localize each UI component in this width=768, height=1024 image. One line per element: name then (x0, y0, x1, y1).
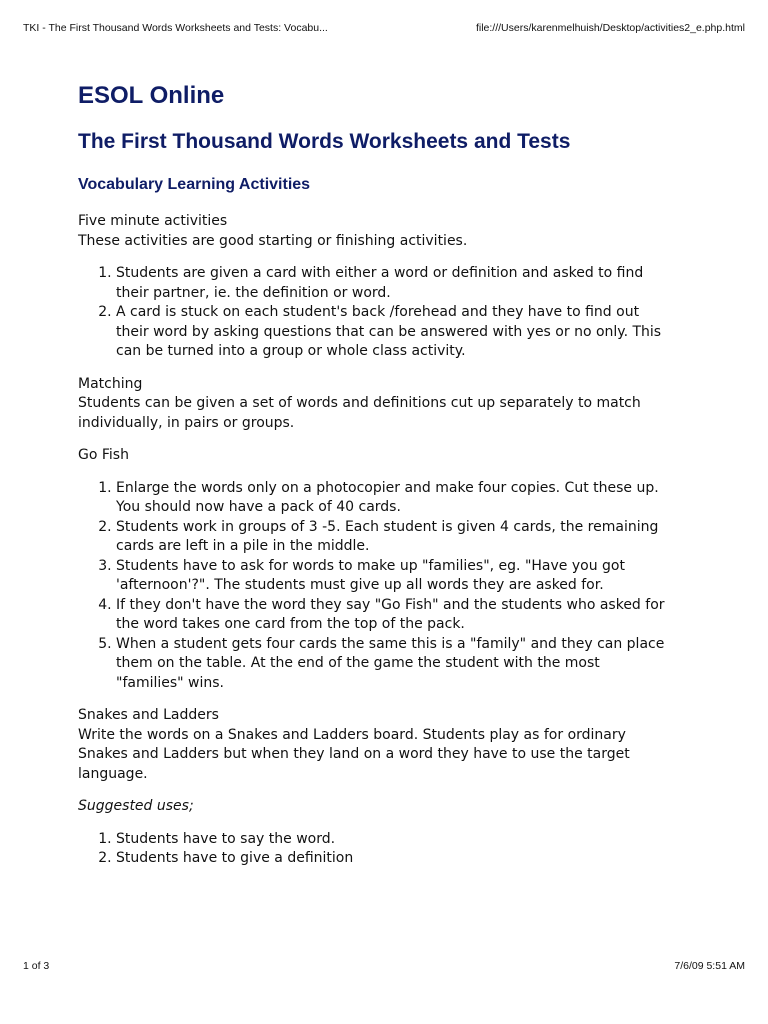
list-item: 2. Students work in groups of 3 -5. Each student is given 4 cards, the remaining cards are left in a pile in the middle. (116, 518, 668, 557)
print-header-title: TKI - The First Thousand Words Worksheets and Tests: Vocabu... (23, 22, 328, 34)
section-heading: Snakes and Ladders (78, 707, 219, 723)
section-matching (78, 375, 668, 434)
print-header-url: file:///Users/karenmelhuish/Desktop/activities2_e.php.html (475, 22, 745, 34)
activity-list (78, 264, 668, 362)
page-title: The First Thousand Words Worksheets and Tests (78, 130, 571, 153)
list-item: 1. Students are given a card with either a word or definition and asked to find their partner, ie. the definition or word. (116, 264, 668, 303)
list-item: 1. Students have to say the word. (116, 830, 668, 850)
list-item: 2. A card is stuck on each student's back /forehead and they have to find out their word by asking questions that can be answered with yes or no only. This can be turned into a group or whole class activity. (116, 303, 668, 362)
subtitle: Vocabulary Learning Activities (78, 176, 311, 193)
section-heading: Go Fish (78, 447, 129, 463)
section-intro: Write the words on a Snakes and Ladders board. Students play as for ordinary Snakes and Ladders but when they land on a word they have to use the target language. (78, 726, 630, 782)
section-snakes-and-ladders (78, 706, 668, 869)
list-item: 5. When a student gets four cards the same this is a "family" and they can place them on the table. At the end of the game the student with the most "families" wins. (116, 635, 668, 694)
section-intro: Students can be given a set of words and definitions cut up separately to match individually, in pairs or groups. (78, 395, 641, 431)
section-heading: Matching (78, 375, 143, 392)
list-item: 1. Enlarge the words only on a photocopier and make four copies. Cut these up. You should now have a pack of 40 cards. (116, 479, 668, 518)
section-five-minute-activities (78, 212, 668, 362)
section-go-fish (78, 446, 668, 693)
suggested-uses-note: Suggested uses; (78, 798, 194, 814)
activity-list (78, 830, 668, 869)
section-intro: These activities are good starting or finishing activities. (78, 232, 468, 249)
page-number: 1 of 3 (23, 960, 50, 972)
section-heading: Five minute activities (78, 213, 228, 229)
list-item: 4. If they don't have the word they say "Go Fish" and the students who asked for the word takes one card from the top of the pack. (116, 596, 668, 635)
site-title: ESOL Online (78, 82, 225, 109)
list-item: 3. Students have to ask for words to make up "families", eg. "Have you got 'afternoon'?". The students must give up all words they are asked for. (116, 557, 668, 596)
list-item: 2. Students have to give a definition (116, 849, 668, 869)
print-date: 7/6/09 5:51 AM (674, 960, 745, 972)
page-content (78, 82, 668, 869)
activity-list (78, 479, 668, 694)
